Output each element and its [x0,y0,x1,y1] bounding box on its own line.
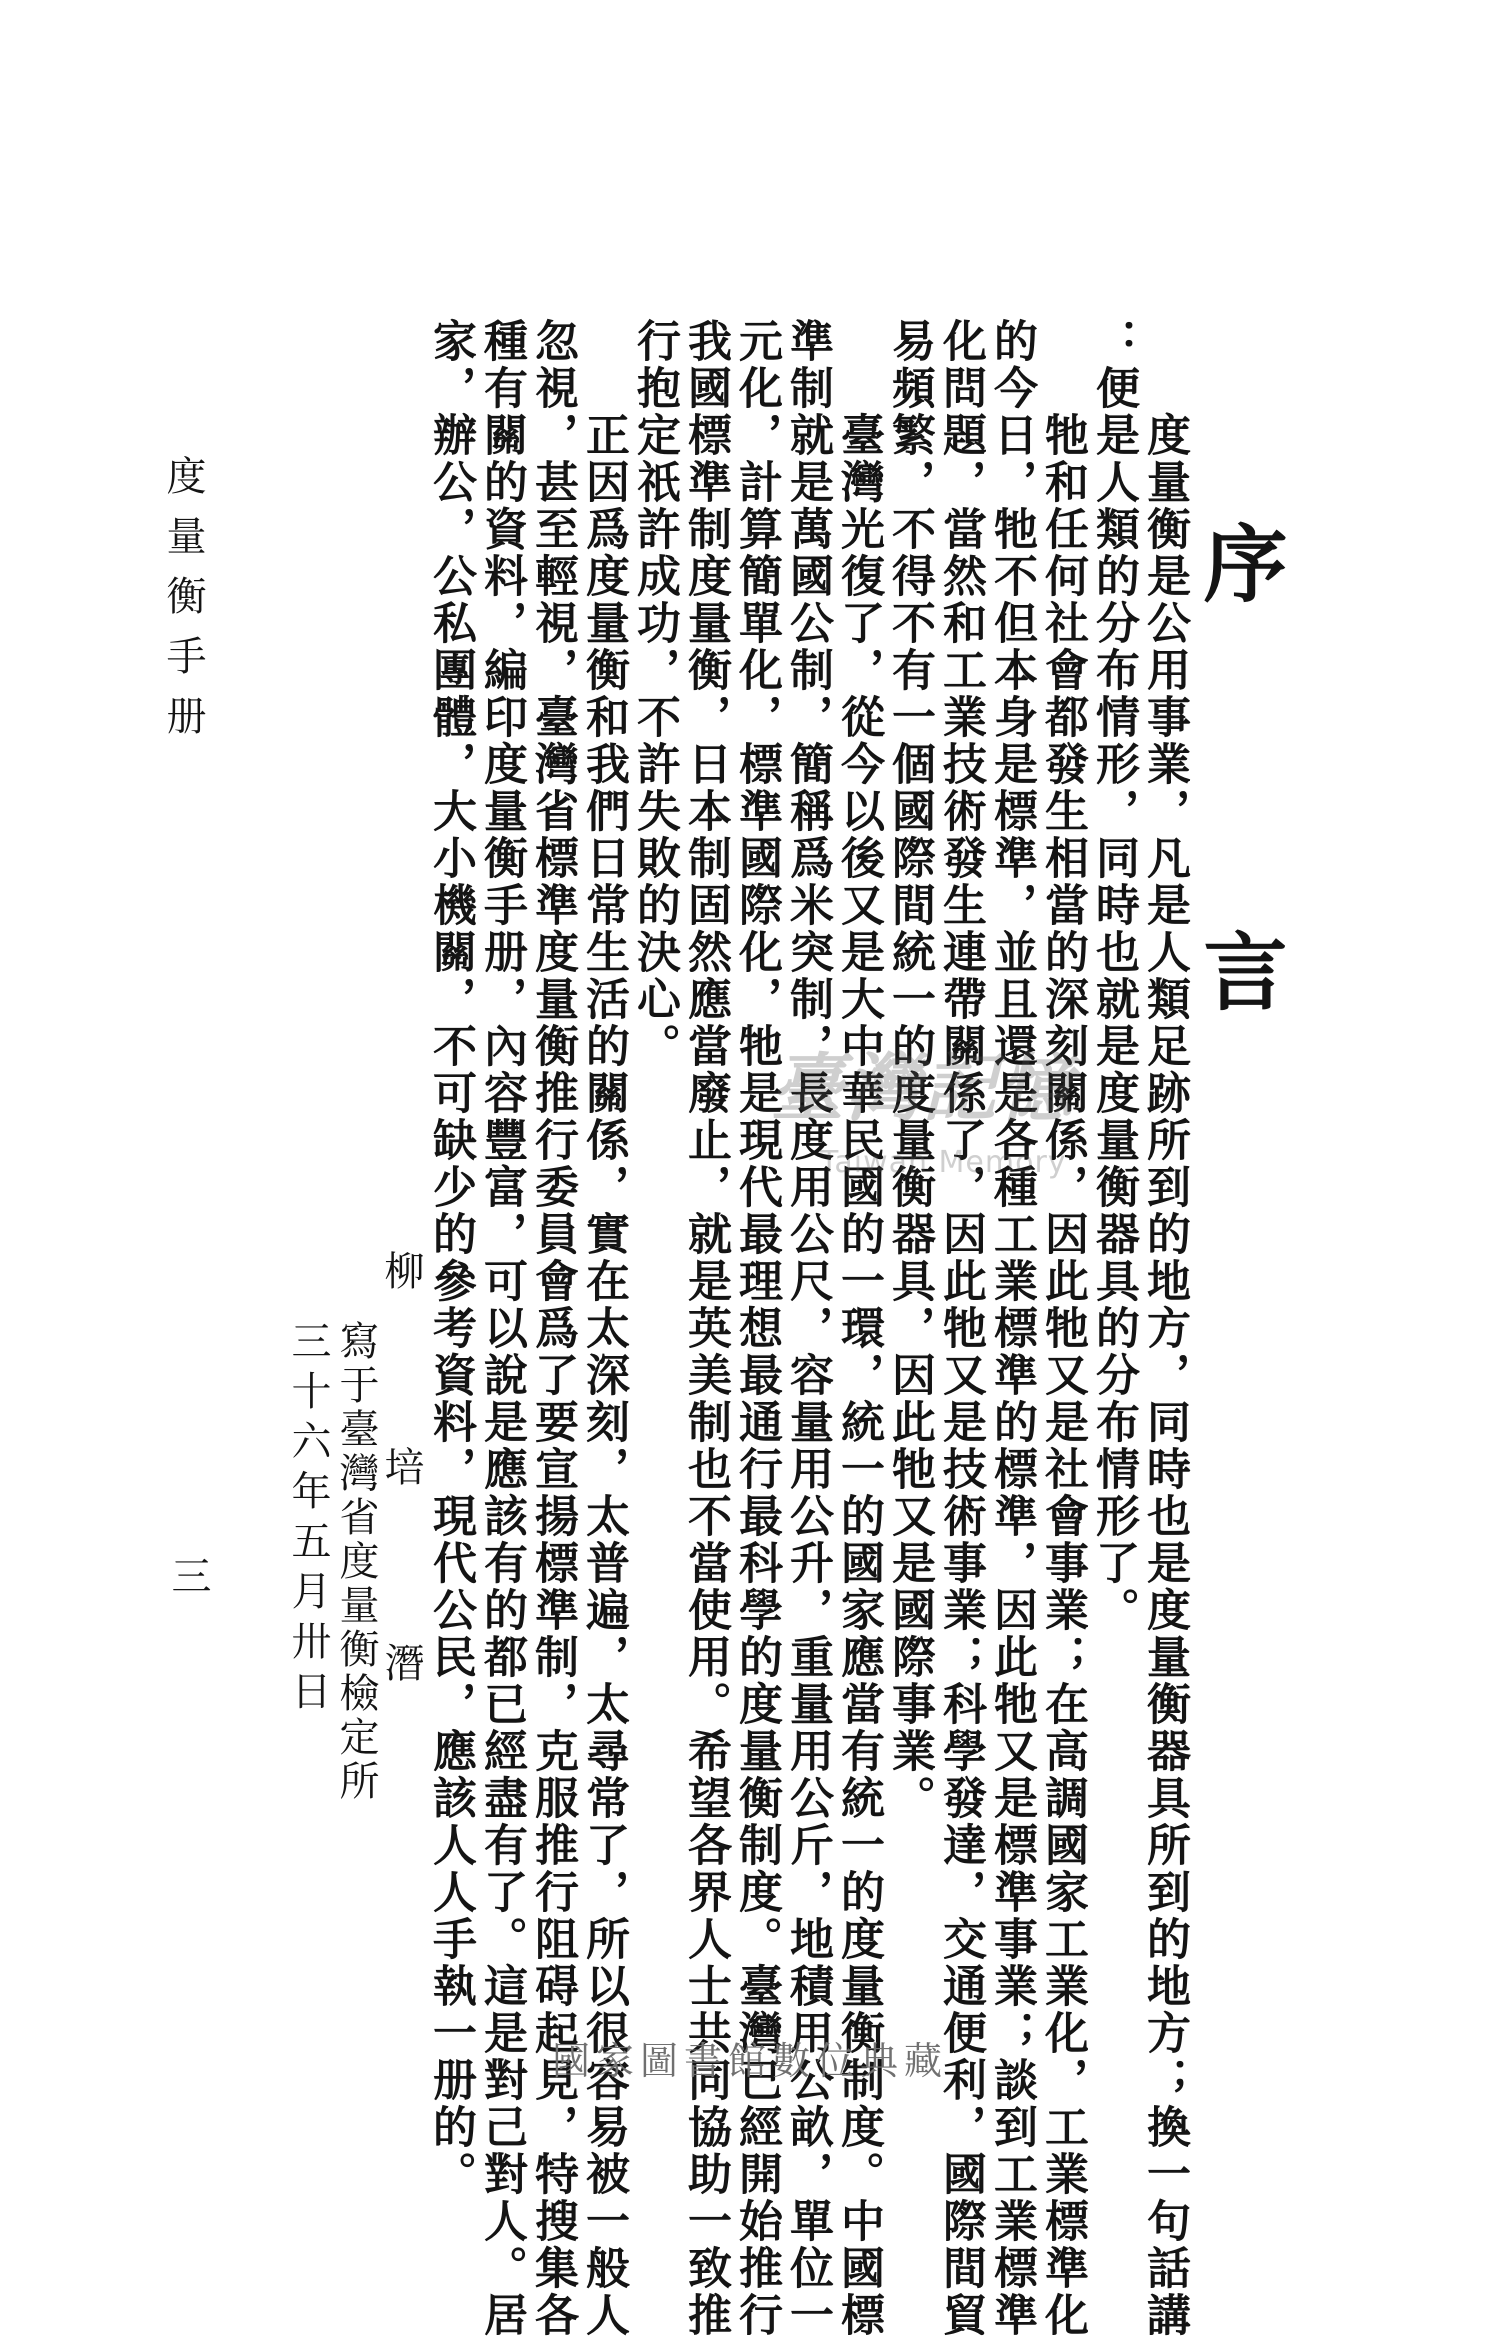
library-footer: 國家圖書館數位典藏 [551,2039,948,2083]
preface-title: 序 言 [1190,520,1289,1132]
watermark-main-text: 臺灣記憶 [770,1046,1074,1132]
signature-location: 寫于臺灣省度量衡檢定所 [333,1320,379,1804]
watermark-sub-text: Taiwan Memory [820,1145,1067,1180]
signature-date: 三十六年五月卅日 [285,1320,331,1720]
running-head: 度量衡手册 [160,455,206,755]
preface-body: 度量衡是公用事業，凡是人類足跡所到的地方，同時也是度量衡器具所到的地方；換一句話講 ：便是人類的分布情形，同時也就是度量衡器具的分布情形了。 牠和任何社會都發生相當的深刻關係，因此牠又是社會事業；在高調國家工業化，工業標準化 的今日，牠不但本身是標準，並且還是各種工業標準的標準，因此牠又是標準事業；談到工業標準 化問題，當然和工業技術發生連帶關係了，因此牠又是技術事業；科學發達，交通便利，國際間貿 易頻繁，不得不有一個國際間統一的度量衡器具，因此牠又是國際事業。 臺灣光復了，從今以後又是大中華民國的一環，統一的國家應當有統一的度量衡制度。中國標 準制就是萬國公制，簡稱爲米突制，長度用公尺，容量用公升，重量用公斤，地積用公畝，單位一 元化，計算簡單化，標準國際化，牠是現代最理想最通行最科學的度量衡制度。臺灣已經開始推行 我國標準制度量衡，日本制固然應當廢止，就是英美制也不當使用。希望各界人士共同協助一致推 行抱定祇許成功，不許失敗的決心。 正因爲度量衡和我們日常生活的關係，實在太深刻，太普遍，太尋常了，所以很容易被一般人 忽視，甚至輕視，臺灣省標準度量衡推行委員會爲了要宣揚標準制，克服推行阻碍起見，特搜集各 種有關的資料，編印度量衡手册，內容豐富，可以說是應該有的都已經盡有了。這是對己對人。居 家，辦公，公私團體，大小機關，不可缺少的參考資料，現代公民，應該人人手執一册的。 [425,318,1190,2339]
author-signature: 柳 培 潛 [378,1250,424,1740]
taiwan-memory-watermark [760,1030,1230,1200]
page-number: 三 [165,1555,211,1595]
